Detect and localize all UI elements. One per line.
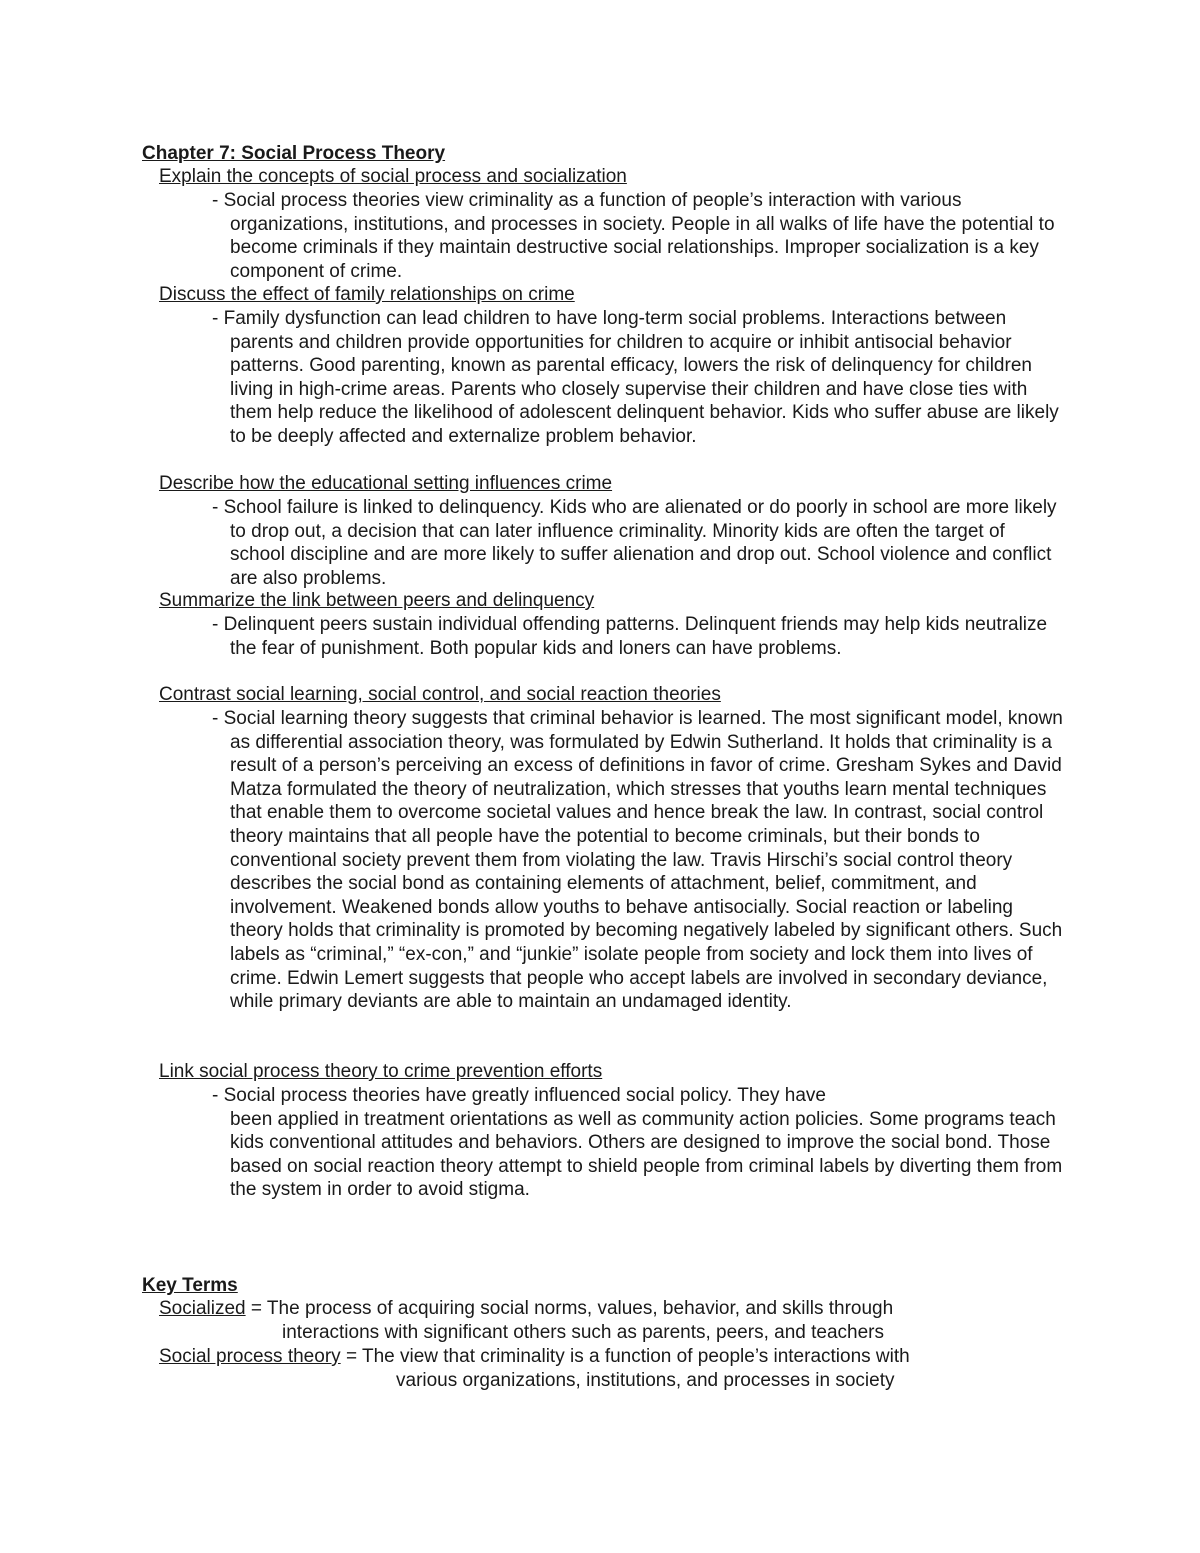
section-heading: Describe how the educational setting influences crime [159, 473, 613, 494]
section-body-text: been applied in treatment orientations as well as community action policies. Some programs teach kids conventional attitudes and behaviors. Others are designed to improve the social bond. Those based on social reaction theory attempt to shield people from criminal labels by diverting them from the system in order to avoid stigma. [230, 1108, 1063, 1201]
key-term-name: Social process theory [159, 1346, 341, 1367]
section-body [212, 496, 1064, 590]
section-body [212, 189, 1064, 283]
section-body-text: Family dysfunction can lead children to have long-term social problems. Interactions between parents and children provide opportunities for children to acquire or inhibit antisocial behavior patterns. Good parenting, known as parental efficacy, lowers the risk of delinquency for children living in high-crime areas. Parents who closely supervise their children and have close ties with them help reduce the likelihood of adolescent delinquent behavior. Kids who suffer abuse are likely to be deeply affected and externalize problem behavior. [223, 308, 1059, 447]
key-term-row [159, 1297, 893, 1321]
bullet-dash: - [212, 1085, 224, 1106]
section-heading: Explain the concepts of social process and socialization [159, 166, 627, 187]
section-body [212, 307, 1064, 449]
section-body-text: Social process theories view criminality as a function of people’s interaction with various organizations, institutions, and processes in society. People in all walks of life have the potential to become criminals if they maintain destructive social relationships. Improper socialization is a key component of crime. [223, 190, 1055, 282]
section-body-text: School failure is linked to delinquency. Kids who are alienated or do poorly in school are more likely to drop out, a decision that can later influence criminality. Minority kids are often the target of school discipline and are more likely to suffer alienation and drop out. School violence and conflict are also problems. [223, 497, 1057, 589]
key-term-equals: = [250, 1298, 267, 1319]
bullet-dash: - [212, 190, 224, 211]
section-body-text: Social process theories have greatly influenced social policy. They have [223, 1085, 826, 1106]
section-body-text: Delinquent peers sustain individual offending patterns. Delinquent friends may help kids neutralize the fear of punishment. Both popular kids and loners can have problems. [223, 614, 1048, 659]
section-body [212, 1084, 1064, 1202]
key-terms-title: Key Terms [142, 1275, 238, 1296]
key-term-equals: = [345, 1346, 362, 1367]
chapter-title: Chapter 7: Social Process Theory [142, 143, 446, 164]
key-term-definition-continued: various organizations, institutions, and processes in society [396, 1370, 895, 1391]
key-term-definition-continued: interactions with significant others such as parents, peers, and teachers [282, 1322, 884, 1343]
section-heading: Contrast social learning, social control, and social reaction theories [159, 684, 721, 705]
section-heading: Link social process theory to crime prevention efforts [159, 1061, 603, 1082]
bullet-dash: - [212, 497, 224, 518]
bullet-dash: - [212, 308, 224, 329]
key-term-name: Socialized [159, 1298, 246, 1319]
bullet-dash: - [212, 708, 224, 729]
section-body [212, 613, 1064, 660]
section-heading: Summarize the link between peers and delinquency [159, 590, 595, 611]
section-body-text: Social learning theory suggests that criminal behavior is learned. The most significant model, known as differential association theory, was formulated by Edwin Sutherland. It holds that criminality is a result of a person’s perceiving an excess of definitions in favor of crime. Gresham Sykes and David Matza formulated the theory of neutralization, which stresses that youths learn mental techniques that enable them to overcome societal values and hence break the law. In contrast, social control theory maintains that all people have the potential to become criminals, but their bonds to conventional society prevent them from violating the law. Travis Hirschi’s social control theory describes the social bond as containing elements of attachment, belief, commitment, and involvement. Weakened bonds allow youths to behave antisocially. Social reaction or labeling theory holds that criminality is promoted by becoming negatively labeled by significant others. Such labels as “criminal,” “ex-con,” and “junkie” isolate people from society and lock them into lives of crime. Edwin Lemert suggests that people who accept labels are involved in secondary deviance, while primary deviants are able to maintain an undamaged identity. [223, 708, 1063, 1013]
bullet-dash: - [212, 614, 224, 635]
key-term-definition: The view that criminality is a function of people’s interactions with [361, 1346, 910, 1367]
section-heading: Discuss the effect of family relationships on crime [159, 284, 575, 305]
key-term-row [159, 1345, 910, 1369]
section-body [212, 707, 1064, 1014]
key-term-definition: The process of acquiring social norms, values, behavior, and skills through [266, 1298, 894, 1319]
